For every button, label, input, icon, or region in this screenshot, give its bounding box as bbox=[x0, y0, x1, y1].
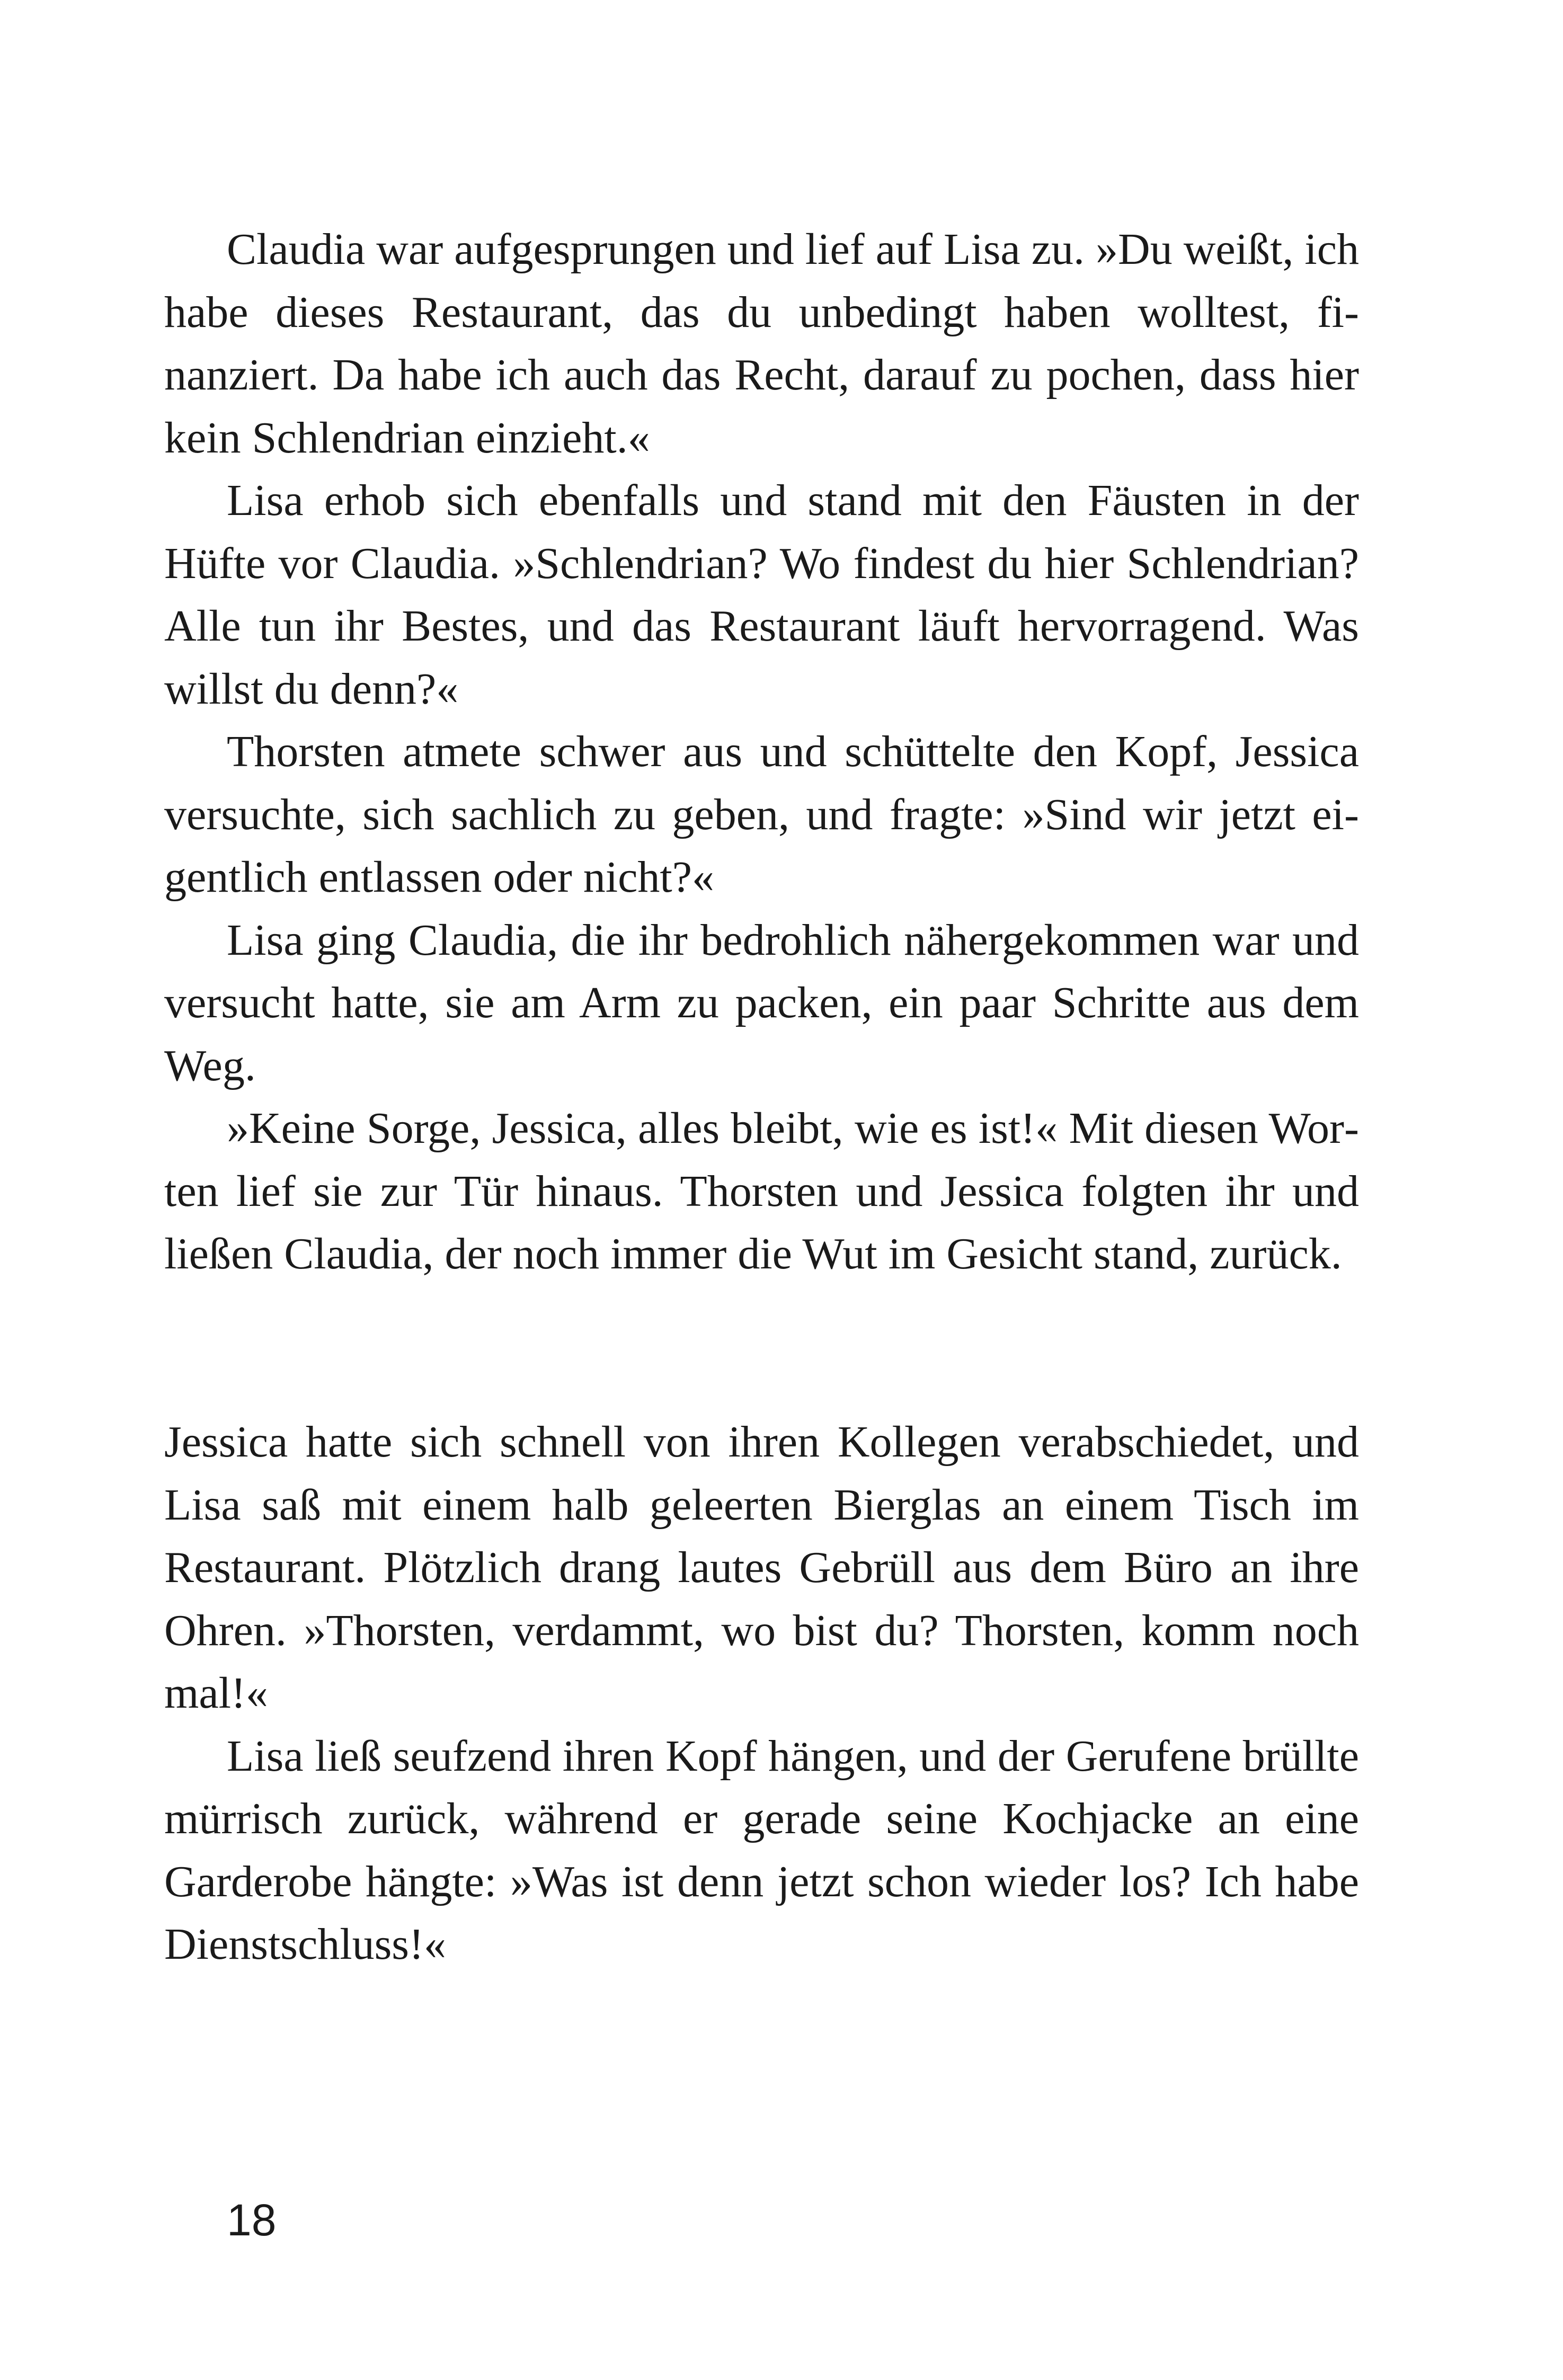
paragraph: Claudia war aufgesprungen und lief auf Lisa zu. »Du weißt, ich habe dieses Restaurant, das du unbedingt haben wolltest, finanziert. Da habe ich auch das Recht, darauf zu pochen, dass hier kein Schlendrian einzieht.« bbox=[164, 225, 1359, 463]
paragraph: Lisa ging Claudia, die ihr bedrohlich nähergekommen war und versucht hatte, sie am Arm zu packen, ein paar Schritte aus dem Weg. bbox=[164, 915, 1359, 1090]
paragraph: »Keine Sorge, Jessica, alles bleibt, wie es ist!« Mit diesen Worten lief sie zur Tür hinaus. Thorsten und Jessica folgten ihr und ließen Claudia, der noch immer die Wut im Gesicht stand, zurück. bbox=[164, 1104, 1359, 1278]
text-section-2 bbox=[164, 1411, 1359, 1976]
paragraph: Lisa ließ seufzend ihren Kopf hängen, und der Gerufene brüllte mürrisch zurück, während er gerade seine Kochjacke an eine Garderobe hängte: »Was ist denn jetzt schon wieder los? Ich habe Dienstschluss!« bbox=[164, 1731, 1359, 1969]
paragraph: Lisa erhob sich ebenfalls und stand mit den Fäusten in der Hüfte vor Claudia. »Schlendrian? Wo findest du hier Schlendrian? Alle tun ihr Bestes, und das Restaurant läuft hervorragend. Was willst du denn?« bbox=[164, 476, 1359, 714]
text-section-1 bbox=[164, 218, 1359, 1286]
page-number: 18 bbox=[227, 2195, 277, 2245]
paragraph: Thorsten atmete schwer aus und schüttelte den Kopf, Jessica versuchte, sich sachlich zu geben, und fragte: »Sind wir jetzt eigentlich entlassen oder nicht?« bbox=[164, 727, 1359, 902]
paragraph: Jessica hatte sich schnell von ihren Kollegen verabschiedet, und Lisa saß mit einem halb geleerten Bierglas an einem Tisch im Restaurant. Plötzlich drang lautes Gebrüll aus dem Büro an ihre Ohren. »Thorsten, verdammt, wo bist du? Thorsten, komm noch mal!« bbox=[164, 1417, 1359, 1718]
